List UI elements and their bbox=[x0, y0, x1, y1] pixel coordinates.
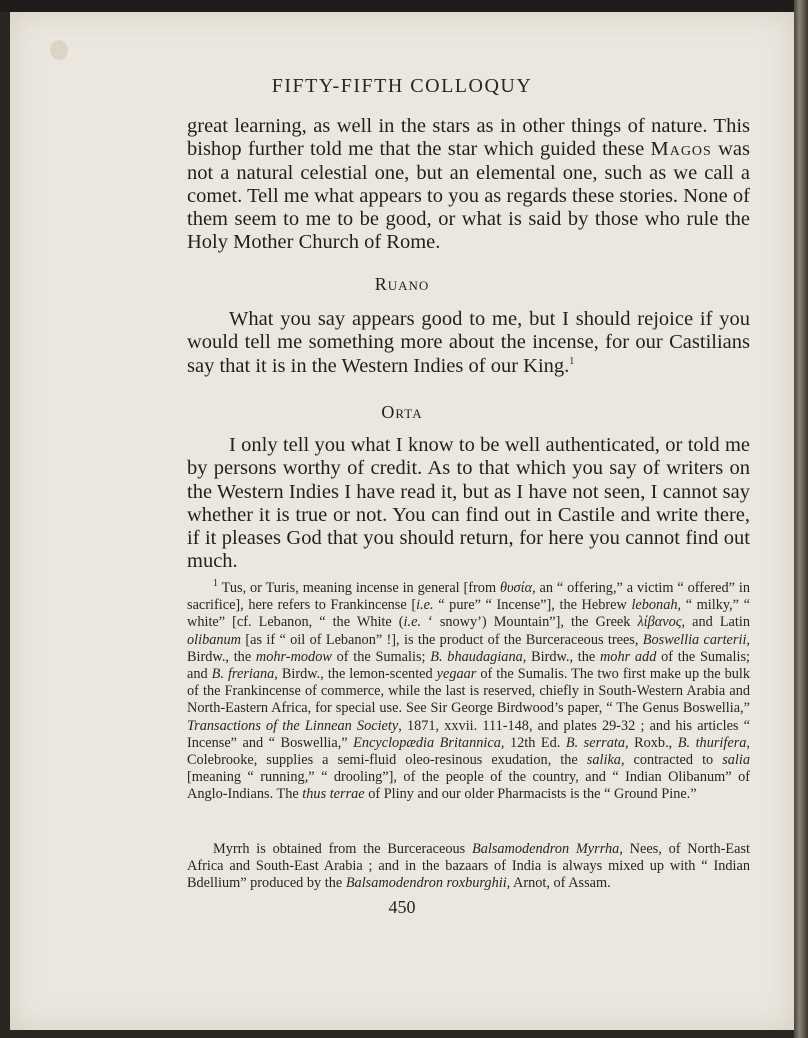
fn-text: ‘ snowy’) Mountain”], the Greek bbox=[421, 614, 638, 631]
fn-italic: Balsamodendron roxburghii bbox=[345, 875, 507, 892]
paragraph-1 bbox=[187, 115, 750, 255]
magos-word: Magos bbox=[650, 138, 712, 161]
fn-text: of Pliny and our older Pharmacists is the “ Ground Pine.” bbox=[364, 786, 697, 803]
fn-text: [meaning “ running,” “ drooling”], of the people of the country, and “ Indian Olibanum” of Anglo-Indians. The bbox=[187, 769, 750, 803]
fn-text: of the Sumalis; and bbox=[187, 648, 750, 683]
fn-text: , “ milky,” “ white” [cf. Lebanon, “ the White ( bbox=[187, 597, 750, 631]
fn-italic: thus terrae bbox=[302, 786, 365, 803]
fn-text: , Birdw., the lemon-scented bbox=[274, 666, 437, 683]
fn-italic: B. bhaudagiana bbox=[430, 648, 523, 665]
fn-text: Myrrh is obtained from the Burceraceous bbox=[213, 841, 472, 857]
footnote-number: 1 bbox=[213, 578, 218, 590]
speaker-ruano: Ruano bbox=[374, 274, 430, 294]
fn-text: , an “ offering,” a victim “ offered” in sacrifice], here refers to Frankincense [ bbox=[187, 580, 750, 614]
footnote-1 bbox=[187, 580, 750, 804]
paragraph-2-text: What you say appears good to me, but I should rejoice if you would tell me something more about the incense, for our Castilians say that it is in the Western Indies of our King. bbox=[187, 308, 750, 377]
paragraph-3-text: I only tell you what I know to be well authenticated, or told me by persons worthy of credit. As to that which you say of writers on the Western Indies I have read it, but as I have not seen, I cannot say whether it is true or not. You can find out in Castile and write there, if it pleases God that you should return, for here you cannot find out much. bbox=[187, 434, 750, 573]
fn-text: , Arnot, of Assam. bbox=[506, 875, 611, 892]
page-stain bbox=[50, 40, 68, 60]
fn-text: , Colebrooke, supplies a semi-fluid oleo-resinous exudation, the bbox=[187, 734, 750, 769]
page-number: 450 bbox=[388, 897, 416, 917]
fn-italic: Transactions of the Linnean Society bbox=[187, 717, 399, 734]
fn-text: , Birdw., the bbox=[187, 631, 750, 665]
fn-italic: i.e. bbox=[416, 597, 434, 614]
fn-italic: θυσία bbox=[499, 580, 533, 596]
speaker-orta: Orta bbox=[381, 402, 423, 422]
paragraph-1-text-b: was not a natural celestial one, but an elemental one, such as we call a comet. Tell me what appears to you as regards these stories. None of them seem to me to be good, or what is said by those who rule the Holy Mother Church of Rome. bbox=[187, 138, 750, 254]
fn-text: , Roxb., bbox=[625, 734, 678, 751]
fn-italic: mohr add bbox=[599, 648, 657, 665]
fn-text: , and Latin bbox=[681, 614, 750, 631]
fn-italic: salia bbox=[722, 752, 751, 769]
book-page bbox=[10, 12, 794, 1030]
fn-italic: Balsamodendron Myrrha bbox=[471, 841, 620, 857]
fn-italic: λίβανος bbox=[637, 614, 682, 631]
fn-text: “ pure” “ Incense”], the Hebrew bbox=[433, 597, 632, 614]
footnote-ref-1[interactable]: 1 bbox=[569, 355, 575, 367]
fn-text: [as if “ oil of Lebanon” !], is the product of the Burceraceous trees, bbox=[241, 631, 643, 648]
paragraph-2 bbox=[187, 308, 750, 378]
fn-italic: lebonah bbox=[631, 597, 678, 614]
scan-top-border bbox=[0, 0, 808, 12]
fn-text: of the Sumalis; bbox=[331, 648, 431, 665]
fn-italic: Encyclopædia Britannica bbox=[353, 734, 501, 751]
paragraph-1-text-a: great learning, as well in the stars as in other things of nature. This bishop further told me that the star which guided these bbox=[187, 115, 750, 161]
fn-text: , contracted to bbox=[620, 752, 723, 769]
footnote-myrrh bbox=[187, 841, 750, 893]
fn-italic: mohr-modow bbox=[255, 648, 332, 665]
fn-text: , 1871, xxvii. 111-148, and plates 29-32 ; and his articles “ Incense” and “ Boswellia,” bbox=[187, 717, 750, 751]
fn-italic: B. freriana bbox=[211, 666, 275, 683]
paragraph-3 bbox=[187, 434, 750, 574]
fn-italic: Boswellia carterii bbox=[642, 631, 747, 648]
fn-text: of the Sumalis. The two first make up the bulk of the Frankincense of commerce, while the last is reserved, chiefly in South-Western Arabia and North-Eastern Africa, for special use. See Sir George Birdwood’s paper, “ The Genus Boswellia,” bbox=[187, 666, 750, 717]
fn-italic: olibanum bbox=[187, 631, 242, 648]
fn-italic: i.e. bbox=[403, 614, 422, 631]
fn-italic: yegaar bbox=[436, 666, 477, 683]
fn-text: Tus, or Turis, meaning incense in general [from bbox=[218, 580, 500, 596]
book-spine-edge bbox=[794, 0, 808, 1038]
fn-italic: salika bbox=[586, 752, 621, 769]
fn-italic: B. thurifera bbox=[677, 734, 747, 751]
fn-text: , Birdw., the bbox=[522, 648, 600, 665]
fn-text: , Nees, of North-East Africa and South-East Arabia ; and in the bazaars of India is always mixed up with “ Indian Bdellium” produced by the bbox=[187, 841, 751, 892]
fn-text: , 12th Ed. bbox=[500, 734, 566, 751]
fn-italic: B. serrata bbox=[565, 734, 625, 751]
running-head: FIFTY-FIFTH COLLOQUY bbox=[271, 75, 533, 97]
